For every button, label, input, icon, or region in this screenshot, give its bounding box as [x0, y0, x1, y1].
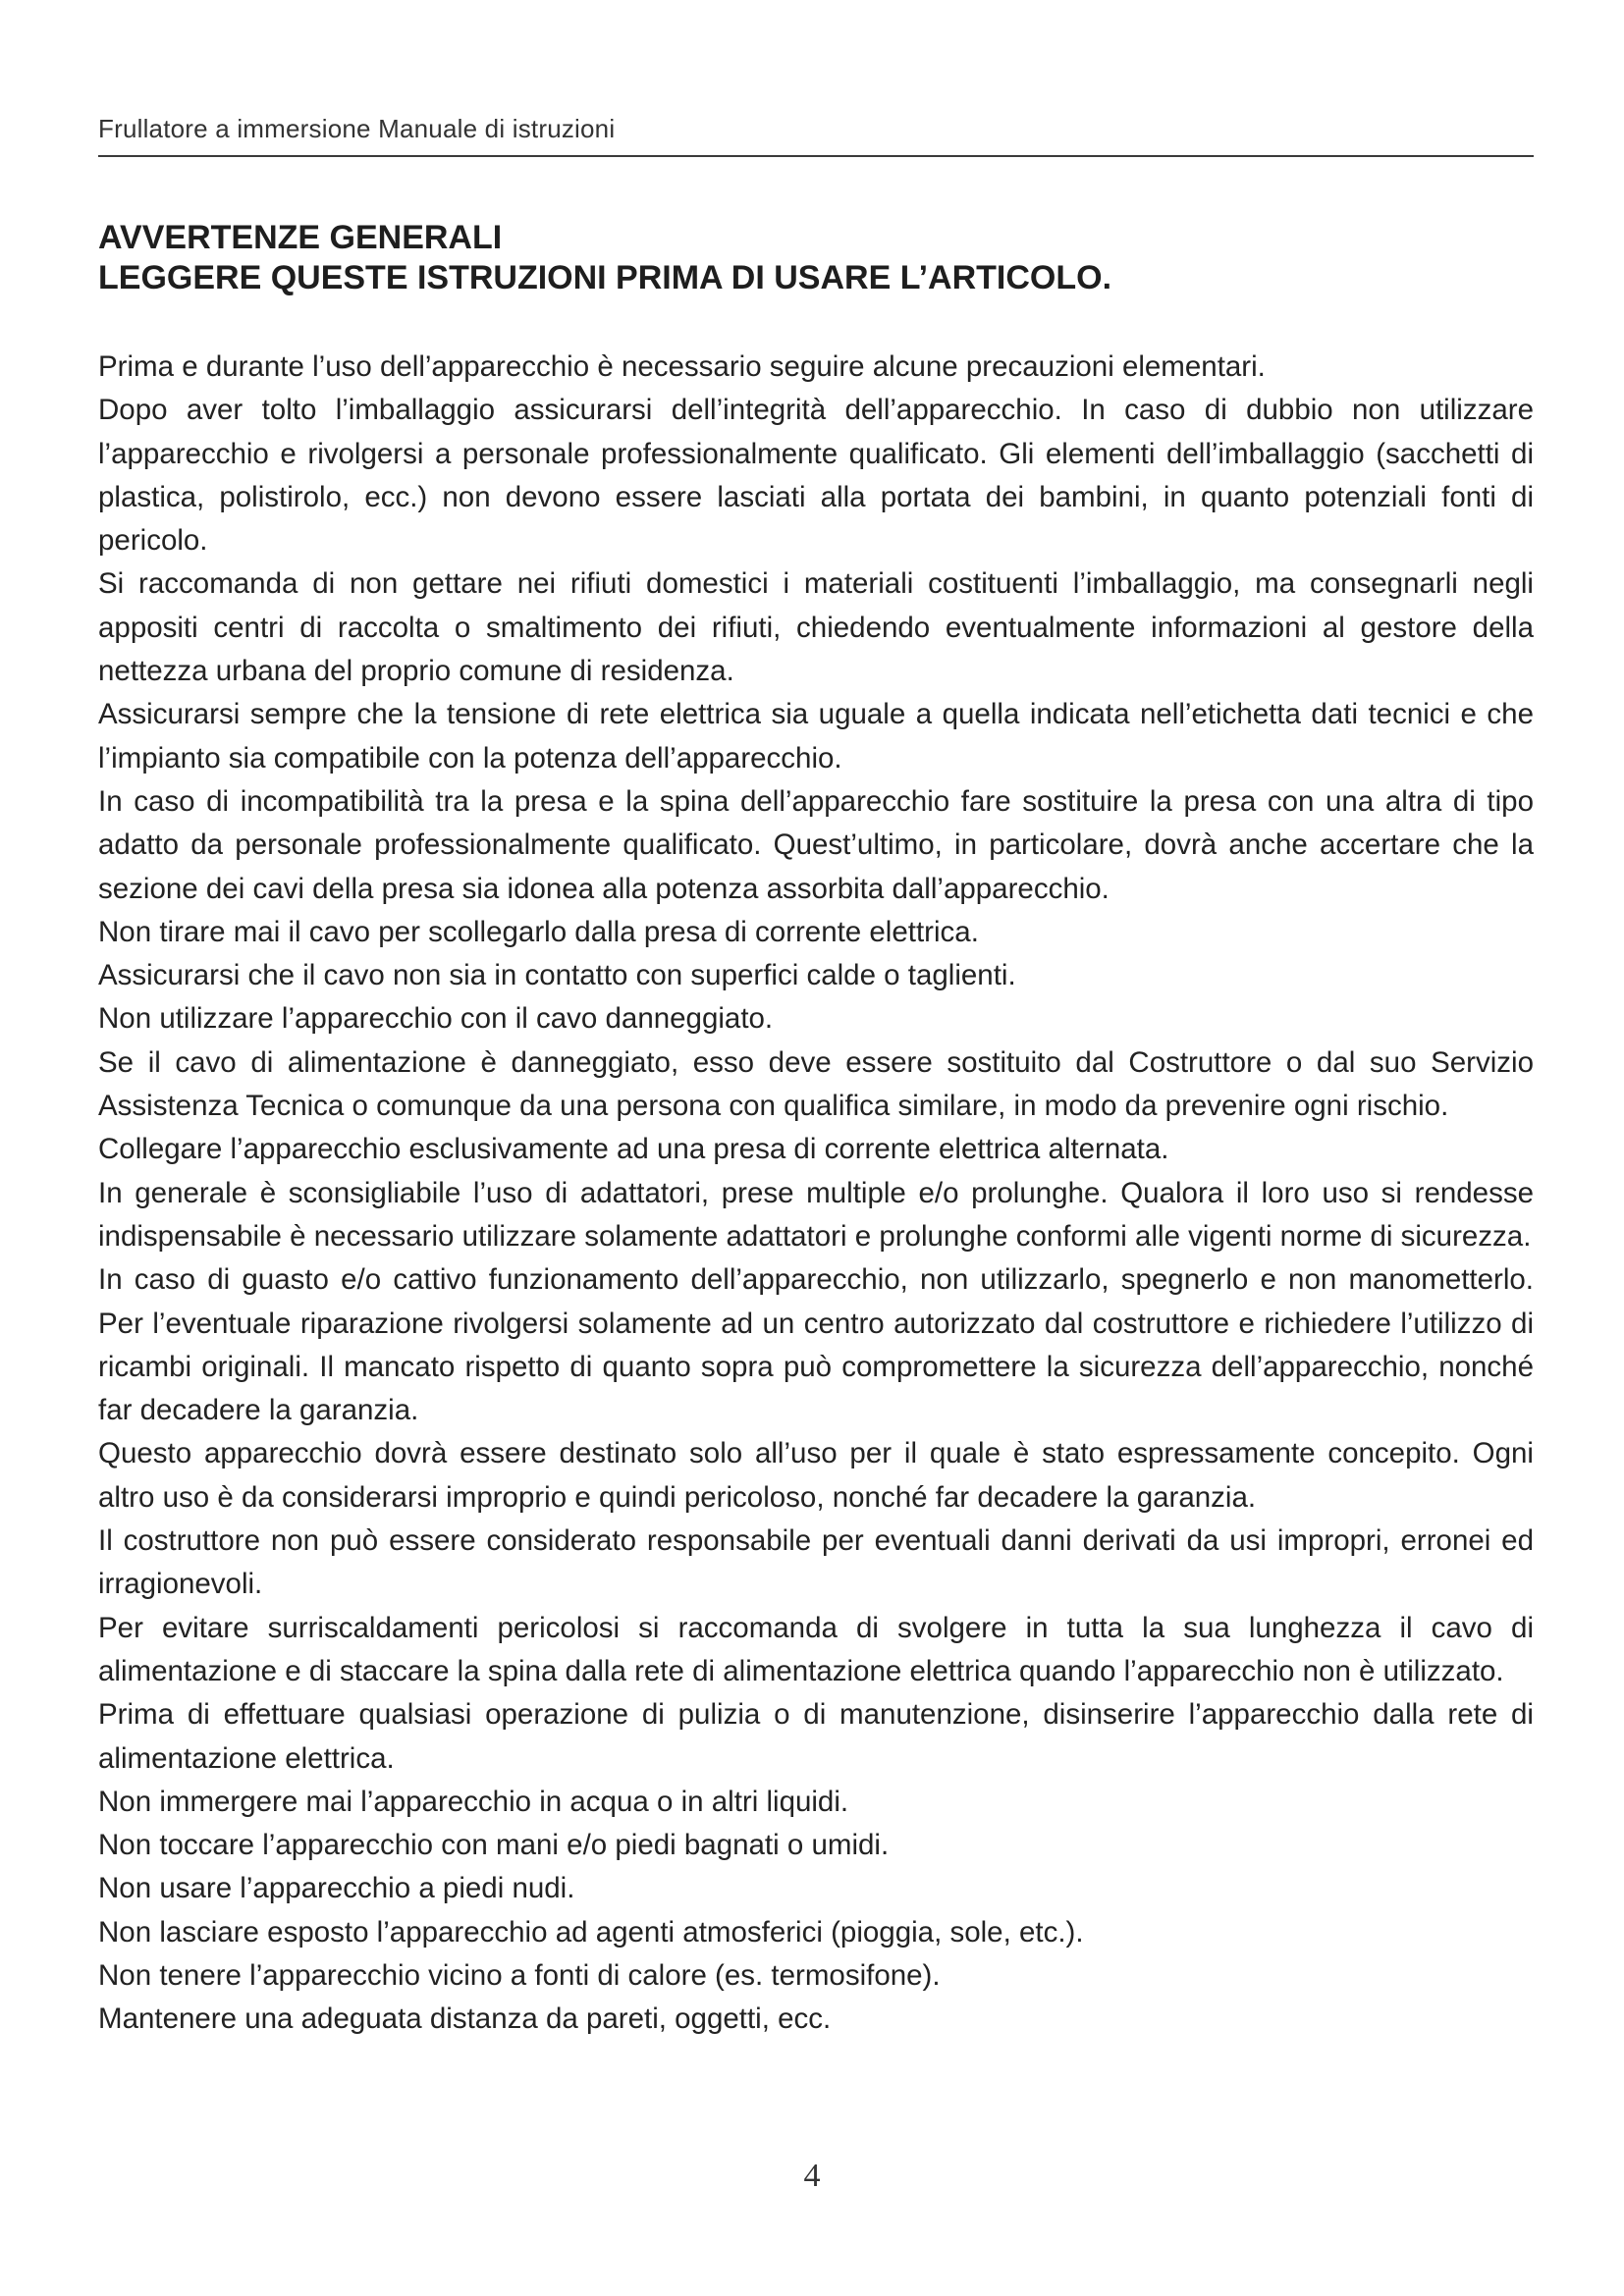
paragraph: Non usare l’apparecchio a piedi nudi. [98, 1872, 575, 1905]
paragraph: Non immergere mai l’apparecchio in acqua o in altri liquidi. [98, 1785, 849, 1818]
warnings-body [98, 346, 1534, 2042]
paragraph: Non tenere l’apparecchio vicino a fonti di calore (es. termosifone). [98, 1958, 941, 1992]
paragraph: Non lasciare esposto l’apparecchio ad agenti atmosferici (pioggia, sole, etc.). [98, 1915, 1084, 1949]
paragraph: Assicurarsi sempre che la tensione di rete elettrica sia uguale a quella indicata nell’etichetta dati tecnici e che l’impianto sia compatibile con la potenza dell’apparecchio. [98, 698, 1534, 774]
paragraph: In caso di guasto e/o cattivo funzionamento dell’apparecchio, non utilizzarlo, spegnerlo e non manometterlo. Per l’eventuale riparazione rivolgersi solamente ad un centro autorizzato dal costruttore e richiedere l’utilizzo di ricambi originali. Il mancato rispetto di quanto sopra può compromettere la sicurezza dell’apparecchio, nonché far decadere la garanzia. [98, 1263, 1534, 1427]
section-heading [98, 218, 1534, 298]
paragraph: Se il cavo di alimentazione è danneggiato, esso deve essere sostituito dal Costruttore o dal suo Servizio Assistenza Tecnica o comunque da una persona con qualifica similare, in modo da prevenire ogni rischio. [98, 1045, 1534, 1123]
paragraph: Non toccare l’apparecchio con mani e/o piedi bagnati o umidi. [98, 1829, 890, 1862]
paragraph: Dopo aver tolto l’imballaggio assicurarsi dell’integrità dell’apparecchio. In caso di dubbio non utilizzare l’apparecchio e rivolgersi a personale professionalmente qualificato. Gli elementi dell’imballaggio (sacchetti di plastica, polistirolo, ecc.) non devono essere lasciati alla portata dei bambini, in quanto potenziali fonti di pericolo. [98, 394, 1534, 558]
paragraph: Mantenere una adeguata distanza da pareti, oggetti, ecc. [98, 2002, 832, 2036]
paragraph: In generale è sconsigliabile l’uso di adattatori, prese multiple e/o prolunghe. Qualora il loro uso si rendesse indispensabile è necessario utilizzare solamente adattatori e prolunghe conformi alle vigenti norme di sicurezza. [98, 1176, 1534, 1253]
paragraph: Questo apparecchio dovrà essere destinato solo all’uso per il quale è stato espressamente concepito. Ogni altro uso è da considerarsi improprio e quindi pericoloso, nonché far decadere la garanzia. [98, 1437, 1534, 1514]
header-divider [98, 155, 1534, 157]
paragraph: Non utilizzare l’apparecchio con il cavo danneggiato. [98, 1002, 774, 1036]
paragraph: Prima e durante l’uso dell’apparecchio è necessario seguire alcune precauzioni elementari. [98, 350, 1266, 383]
paragraph: Non tirare mai il cavo per scollegarlo dalla presa di corrente elettrica. [98, 915, 979, 948]
page-number: 4 [803, 2158, 821, 2194]
paragraph: Si raccomanda di non gettare nei rifiuti domestici i materiali costituenti l’imballaggio, ma consegnarli negli appositi centri di raccolta o smaltimento dei rifiuti, chiedendo eventualmente informazioni al gestore della nettezza urbana del proprio comune di residenza. [98, 567, 1534, 688]
paragraph: Il costruttore non può essere considerato responsabile per eventuali danni derivati da usi impropri, erronei ed irragionevoli. [98, 1524, 1534, 1601]
paragraph: Collegare l’apparecchio esclusivamente ad una presa di corrente elettrica alternata. [98, 1133, 1169, 1166]
paragraph: Prima di effettuare qualsiasi operazione di pulizia o di manutenzione, disinserire l’apparecchio dalla rete di alimentazione elettrica. [98, 1698, 1534, 1775]
running-header: Frullatore a immersione Manuale di istruzioni [98, 114, 616, 143]
section-title-line-2: LEGGERE QUESTE ISTRUZIONI PRIMA DI USARE L’ARTICOLO. [98, 259, 1112, 296]
paragraph: Per evitare surriscaldamenti pericolosi si raccomanda di svolgere in tutta la sua lunghezza il cavo di alimentazione e di staccare la spina dalla rete di alimentazione elettrica quando l’apparecchio non è utilizzato. [98, 1611, 1534, 1687]
paragraph: In caso di incompatibilità tra la presa e la spina dell’apparecchio fare sostituire la presa con una altra di tipo adatto da personale professionalmente qualificato. Quest’ultimo, in particolare, dovrà anche accertare che la sezione dei cavi della presa sia idonea alla potenza assorbita dall’apparecchio. [98, 784, 1534, 905]
section-title-line-1: AVVERTENZE GENERALI [98, 219, 503, 256]
paragraph: Assicurarsi che il cavo non sia in contatto con superfici calde o taglienti. [98, 959, 1016, 992]
